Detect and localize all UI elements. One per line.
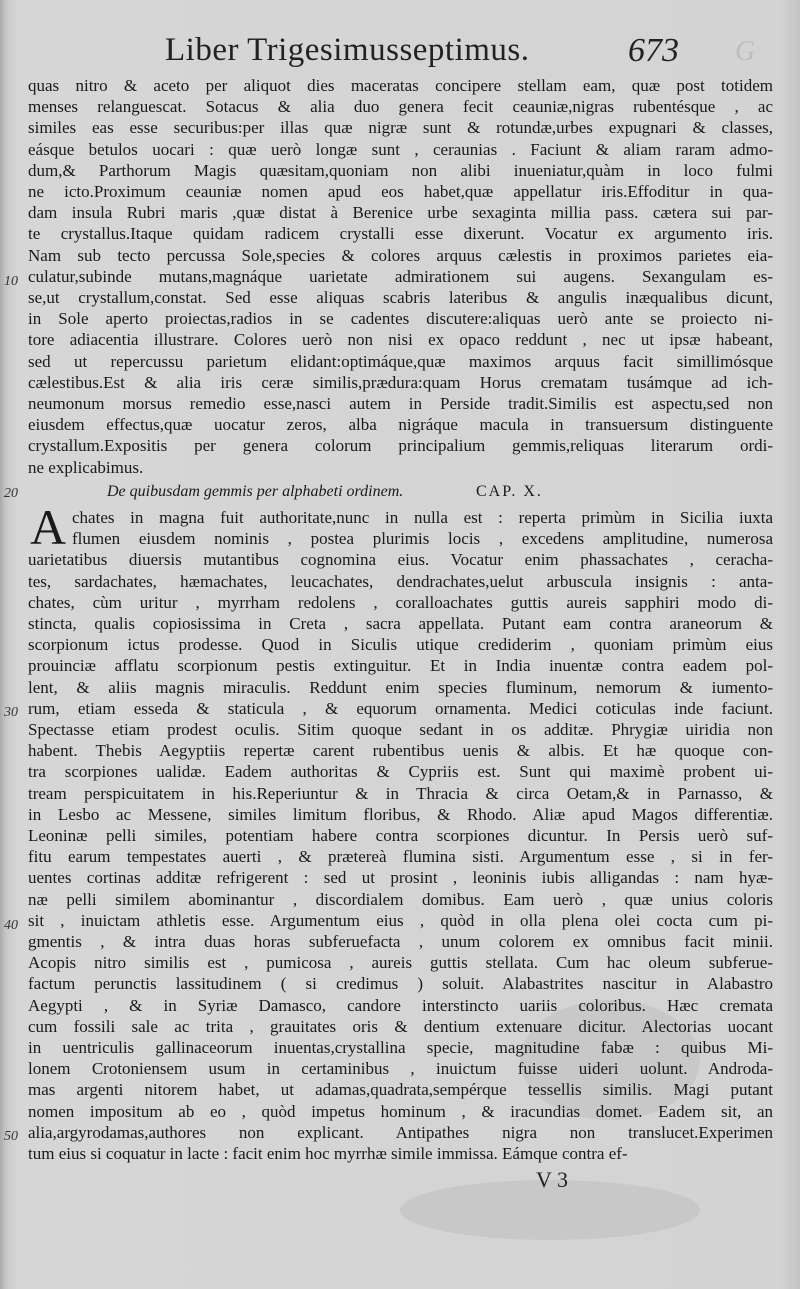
text-line: nomen impositum ab eo , quòd impetus hominum , & iracundias domet. Eadem sit, an <box>28 1101 773 1121</box>
text-line: similes eas esse securibus:per illas quæ nigræ sunt & rotundæ,urbes expugnari & classes, <box>28 118 773 138</box>
text-line: in Sole aperto proiectas,radios in se cadentes discutere:aliquas uerò ante se proiecto ni- <box>28 309 773 329</box>
chapter-label: CAP. X. <box>476 483 543 500</box>
text-line: te crystallus.Itaque quidam radicem crystalli esse dixerunt. Vocatur ex argumento iris. <box>28 224 773 244</box>
text-line: rum, etiam esseda & staticula , & equorum ornamenta. Medici coticulas inde faciunt. <box>28 698 773 718</box>
margin-line-number: 20 <box>4 486 18 501</box>
text-line: fitu earum tempestates auerti , & prætereà flumina sisti. Argumentum esse , si in fer- <box>28 847 773 867</box>
text-line: Leoninæ pelli similes, potentiam habere contra scorpiones dicuntur. In Persis uerò suf- <box>28 826 773 845</box>
text-line: tum eius si coquatur in lacte : facit enim hoc myrrhæ simile immissa. Eámque contra ef- <box>28 1144 628 1163</box>
text-line: ne explicabimus. <box>28 457 144 477</box>
text-line: sed ut repercussu parietum elidant:optimáque,quæ maximos arquus facit simillimósque <box>28 351 773 371</box>
chapter-title: De quibusdam gemmis per alphabeti ordinem. <box>107 483 404 500</box>
margin-line-number: 40 <box>4 918 18 933</box>
bleed-through-text: G <box>735 36 756 67</box>
text-line: mas argenti nitorem habet, ut adamas,quadrata,sempérque tessellis similis. Magi putant <box>28 1080 773 1100</box>
text-line: uarietatibus diuersis mutantibus cognomina eius. Vocatur enim phassachates , ceracha- <box>28 550 773 570</box>
margin-line-number: 10 <box>4 274 18 289</box>
text-line: dum,& Parthorum Magis quæsitam,quoniam non alibi inueniatur,quàm in loco fulmi <box>28 160 773 180</box>
text-line: uentes cortinas additæ refrigerent : sed ut prosint , leoninis iubis alligandas : nam hyæ- <box>28 868 773 888</box>
text-line: scorpionum ictus prodesse. Quod in Siculis utique crediderim , quoniam primùm eius <box>28 635 773 655</box>
text-line: eiusdem effectus,quæ uocatur zeros, alba nigráque macula in transuersum distinguente <box>28 415 773 435</box>
text-line: tore adiacentia illustrare. Colores uerò non nisi ex opaco reddunt , nec ut ipsæ habeant, <box>28 330 773 350</box>
text-line: in uentriculis gallinaceorum inuentas,crystallina specie, magnitudine fabæ : quibus Mi- <box>28 1038 773 1057</box>
margin-line-number: 30 <box>4 705 18 720</box>
margin-line-number: 50 <box>4 1129 18 1144</box>
text-line: lent, & aliis magnis miraculis. Reddunt enim species fluminum, nemorum & iumento- <box>28 677 773 697</box>
text-line: dam insula Rubri maris ,quæ distat à Berenice urbe sexaginta millia pass. cætera sui par- <box>28 203 773 223</box>
text-line: lonem Crotoniensem usum in certaminibus , inuictum fuisse uideri uolunt. Androda- <box>28 1059 773 1079</box>
text-line: tream perspicuitatem in his.Reperiuntur & in Thracia & circa Oetam,& in Parnasso, & <box>28 783 773 803</box>
text-line: ne icto.Proximum ceauniæ nomen apud eos habet,quæ appellatur iris.Effoditur in qua- <box>28 182 773 201</box>
text-line: menses relanguescat. Sotacus & alia duo genera fecit ceauniæ,nigras rubentésque , ac <box>28 97 773 117</box>
text-line: in Lesbo ac Messene, similes limitum floribus, & Rhodo. Aliæ apud Magos differentiæ. <box>28 804 773 824</box>
text-line: habent. Thebis Aegyptiis repertæ carent rubentibus uenis & albis. Et hæ quoque con- <box>28 741 773 761</box>
text-line: næ pelli similem abominantur , discordialem domibus. Eam uerò , quæ unius coloris <box>28 889 773 909</box>
text-line: Acopis nitro similis est , pumicosa , aureis guttis stellata. Cum hac oleum subferue- <box>28 953 773 973</box>
text-line: gmentis , & intra duas horas subferuefacta , unum colorem ex omnibus facit minii. <box>28 932 773 951</box>
text-line: flumen eiusdem nominis , postea plurimis locis , excedens amplitudine, numerosa <box>72 529 773 549</box>
text-line: tes, sardachates, hæmachates, leucachates, dendrachates,uelut arbuscula insignis : anta- <box>28 571 773 591</box>
running-title: Liber Trigesimusseptimus. <box>165 32 530 68</box>
text-line: culatur,subinde mutans,magnáque uarietate admirationem sui augens. Sexangulam es- <box>28 266 773 286</box>
text-line: stincta, qualis copiosissima in Creta , sacra appellata. Putant eam contra araneorum & <box>28 614 773 633</box>
text-line: chates in magna fuit authoritate,nunc in nulla est : reperta primùm in Sicilia iuxta <box>72 508 773 527</box>
text-line: cælestibus.Est & alia iris ceræ similis,prædura:quam Horus crematam tusámque ad ich- <box>28 372 773 392</box>
signature-mark: V 3 <box>536 1167 568 1192</box>
text-line: chates, cùm uritur , myrrham redolens , coralloachates guttis aureis sapphiri modo di- <box>28 592 773 612</box>
text-line: eásque betulos uocari : quæ uerò longæ sunt , ceraunias . Faciunt & aliam raram admo- <box>28 139 773 159</box>
text-line: quas nitro & aceto per aliquot dies maceratas concipere stellam eam, quæ post totidem <box>28 76 773 95</box>
text-line: crystallum.Expositis per genera colorum principalium gemmis,reliquas literarum ordi- <box>28 436 773 456</box>
page-number: 673 <box>628 32 679 69</box>
text-line: Spectasse etiam prodest oculis. Sitim quoque sedant in os additæ. Phrygiæ uiridia non <box>28 720 773 739</box>
drop-cap-initial: A <box>30 499 67 555</box>
text-line: neumonum morsus remedio esse,nasci autem in Perside tradit.Similis est aspectu,sed non <box>28 394 773 413</box>
text-line: tra scorpiones ualidæ. Eadem authoritas & Cypriis est. Sunt qui maximè probent ui- <box>28 762 773 782</box>
text-line: Nam sub tecto percussa Sole,species & colores arquus cælestis in proximos parietes eia- <box>28 245 773 265</box>
text-line: cum fossili sale ac trita , grauitates oris & dentium extenuare dicitur. Alectorias uocant <box>28 1016 773 1036</box>
text-line: se,ut crystallum,constat. Sed esse aliquas scabris lateribus & angulis inæqualibus dicunt, <box>28 288 773 307</box>
page-header <box>0 30 800 78</box>
text-line: factum perunctis lassitudinem ( si credimus ) soluit. Alabastrites nascitur in Alabastro <box>28 974 773 994</box>
text-line: alia,argyrodamas,authores non explicant. Antipathes nigra non translucet.Experimen <box>28 1122 773 1142</box>
text-line: prouinciæ afflatu scorpionum pestis extinguitur. Et in India inuentæ contra eadem pol- <box>28 656 773 676</box>
text-line: Aegypti , & in Syriæ Damasco, candore interstincto uariis coloribus. Hæc cremata <box>28 995 773 1015</box>
text-line: sit , inuictam athletis esse. Argumentum eius , quòd in olla plena olei cocta cum pi- <box>28 910 773 930</box>
